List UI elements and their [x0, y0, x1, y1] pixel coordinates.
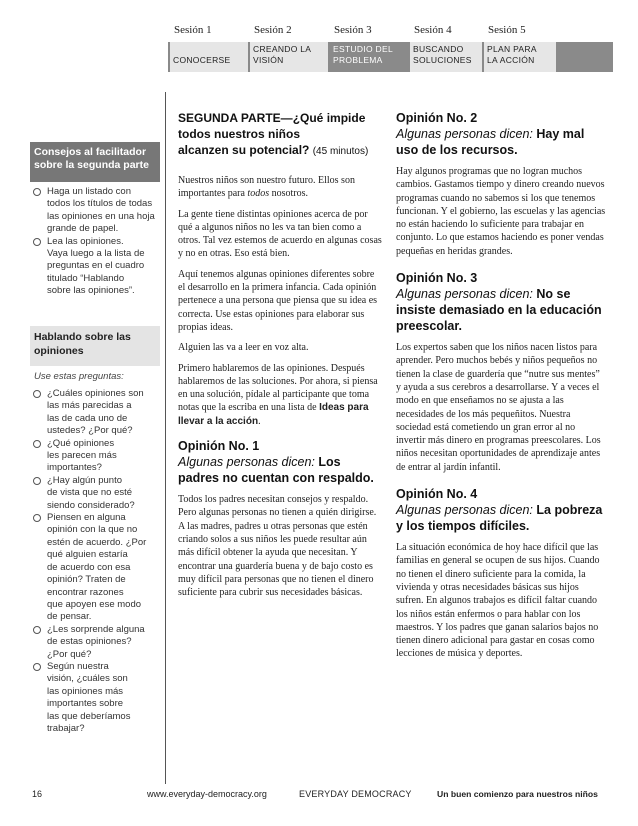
- opinion-2-body: Hay algunos programas que no logran muchos cambios. Gastamos tiempo y dinero creando nuevos programas cuando no sabemos si los que tenemos funcionan. Y el gobierno, las escuelas y las agencias no están haciendo lo suficiente para trabajar en conjunto. Lo que estamos haciendo es poner vendas pequeñas en heridas grandes.: [396, 166, 606, 257]
- session-3-name: ESTUDIO DEL PROBLEMA: [333, 44, 393, 65]
- opinion-3-title: Opinión No. 3: [396, 271, 478, 286]
- session-4-name: BUSCANDO SOLUCIONES: [410, 42, 482, 72]
- opinion-3-claim: Algunas personas dicen: No se insiste demasiado en la educación preescolar.: [396, 287, 602, 334]
- session-2-label: Sesión 2: [254, 24, 292, 36]
- intro-paragraph: Nuestros niños son nuestro futuro. Ellos son importantes para todos nosotros.: [178, 175, 355, 200]
- main-column-left: [178, 110, 384, 599]
- session-1-label: Sesión 1: [174, 24, 212, 36]
- facilitator-tips-list: [30, 186, 160, 298]
- discussion-box-title: Hablando sobre las opiniones: [30, 326, 160, 366]
- opinion-4-body: La situación económica de hoy hace difícil que las familias en general se ocupen de sus hijos. Cuando no tienen el dinero suficiente para la comida, la vivienda y otras necesidades básicas sus hijos sufren. En algunos trabajos es difícil faltar cuando los niños están enfermos o para hablar con los maestros. Y los padres que ganan salarios bajos no tienen dinero adicional para gastar en cosas como lecciones de música y deportes.: [396, 542, 600, 660]
- discussion-questions-list: [30, 388, 160, 735]
- opinion-2-title: Opinión No. 2: [396, 111, 478, 125]
- bullet-circle-icon: [33, 514, 41, 522]
- column-divider: [165, 92, 166, 784]
- bullet-circle-icon: [33, 477, 41, 485]
- question-item: Según nuestra visión, ¿cuáles son las opiniones más importantes sobre las que deberíamos trabajar?: [30, 661, 160, 735]
- facilitator-tips-title: Consejos al facilitador sobre la segunda parte: [30, 142, 160, 182]
- opinion-3-body: Los expertos saben que los niños nacen listos para aprender. Pero muchos bebés y niños pequeños no tienen la clase de guardería que “nutre sus mentes” y ayuda a sus cerebros a desarrollarse. Y a veces el modo en que enseñamos no se ajusta a las necesidades de los más pequeñitos. Nuestra sociedad está cometiendo un gran error al no invertir más dinero en programas preescolares. Los niños necesitan oportunidades de aprendizaje antes de entrar al jardín infantil.: [396, 342, 601, 473]
- intro-paragraph: Primero hablaremos de las opiniones. Después hablaremos de las soluciones. Por ahora, si piensa en una solución, pídale al participante que toma notas que la escriba en una lista de Ideas para llevar a la acción.: [178, 362, 378, 427]
- session-1-name: CONOCERSE: [170, 42, 248, 72]
- opinion-1-title: Opinión No. 1: [178, 439, 260, 454]
- session-5-label: Sesión 5: [488, 24, 526, 36]
- opinion-1-body: Todos los padres necesitan consejos y respaldo. Pero algunas personas no tienen a quién dirigirse. A las madres, padres u otras personas que estén criando solos a sus niños les puede resultar aún más difícil obtener la ayuda que necesitan. Y encontrar una guardería buena y de bajo costo es muy difícil para personas que no tienen el dinero suficiente para cubrir sus necesidades básicas.: [178, 494, 377, 599]
- session-navigation: [168, 24, 620, 65]
- bullet-circle-icon: [33, 238, 41, 246]
- bullet-circle-icon: [33, 626, 41, 634]
- bullet-circle-icon: [33, 390, 41, 398]
- question-item: ¿Les sorprende alguna de estas opiniones? ¿Por qué?: [30, 624, 160, 661]
- question-item: ¿Hay algún punto de vista que no esté siendo considerado?: [30, 475, 160, 512]
- bullet-circle-icon: [33, 188, 41, 196]
- discussion-note: Use estas preguntas:: [34, 371, 124, 382]
- question-item: Piensen en alguna opinión con la que no estén de acuerdo. ¿Por qué alguien estaría de acuerdo con esa opinión? Traten de encontrar razones que apoyen ese modo de pensar.: [30, 512, 160, 624]
- tip-item: Lea las opiniones. Vaya luego a la lista de preguntas en el cuadro titulado “Hablando sobre las opiniones”.: [30, 236, 160, 298]
- footer-org-name: EVERYDAY DEMOCRACY: [299, 789, 412, 799]
- footer-website-link[interactable]: www.everyday-democracy.org: [147, 789, 267, 799]
- intro-paragraph: Alguien las va a leer en voz alta.: [178, 342, 309, 354]
- page-footer: [0, 789, 638, 803]
- bullet-circle-icon: [33, 440, 41, 448]
- intro-paragraph: Aquí tenemos algunas opiniones diferentes sobre el desarrollo en la primera infancia. Cada opinión pertenece a una persona que piensa que su idea es correcta. Use estas opiniones para elaborar sus propias ideas.: [178, 268, 378, 333]
- opinion-1-claim: Algunas personas dicen: Los padres no cuentan con respaldo.: [178, 455, 374, 486]
- bullet-circle-icon: [33, 663, 41, 671]
- part-two-heading: SEGUNDA PARTE—¿Qué impide todos nuestros niños alcanzen su potencial? (45 minutos): [178, 111, 369, 157]
- page-number: 16: [32, 789, 43, 799]
- session-4-label: Sesión 4: [414, 24, 452, 36]
- intro-paragraph: La gente tiene distintas opiniones acerca de por qué a algunos niños no les va tan bien como a otros. Tal vez estemos de acuerdo en algunas cosas y no en otras. Eso está bien.: [178, 208, 382, 260]
- opinion-2-claim: Algunas personas dicen: Hay mal uso de los recursos.: [396, 127, 585, 157]
- session-2-name: CREANDO LA VISIÓN: [250, 42, 328, 72]
- question-item: ¿Cuáles opiniones son las más parecidas a las de cada uno de ustedes? ¿Por qué?: [30, 388, 160, 438]
- footer-guide-title: Un buen comienzo para nuestros niños: [437, 789, 598, 799]
- opinion-4-claim: Algunas personas dicen: La pobreza y los tiempos difíciles.: [396, 503, 603, 534]
- opinion-4-title: Opinión No. 4: [396, 487, 478, 502]
- session-5-name: PLAN PARA LA ACCIÓN: [484, 42, 556, 72]
- tip-item: Haga un listado con todos los títulos de todas las opiniones en una hoja grande de papel.: [30, 186, 160, 236]
- main-column-right: [396, 110, 606, 661]
- question-item: ¿Qué opiniones les parecen más importantes?: [30, 438, 160, 475]
- session-3-label: Sesión 3: [334, 24, 372, 36]
